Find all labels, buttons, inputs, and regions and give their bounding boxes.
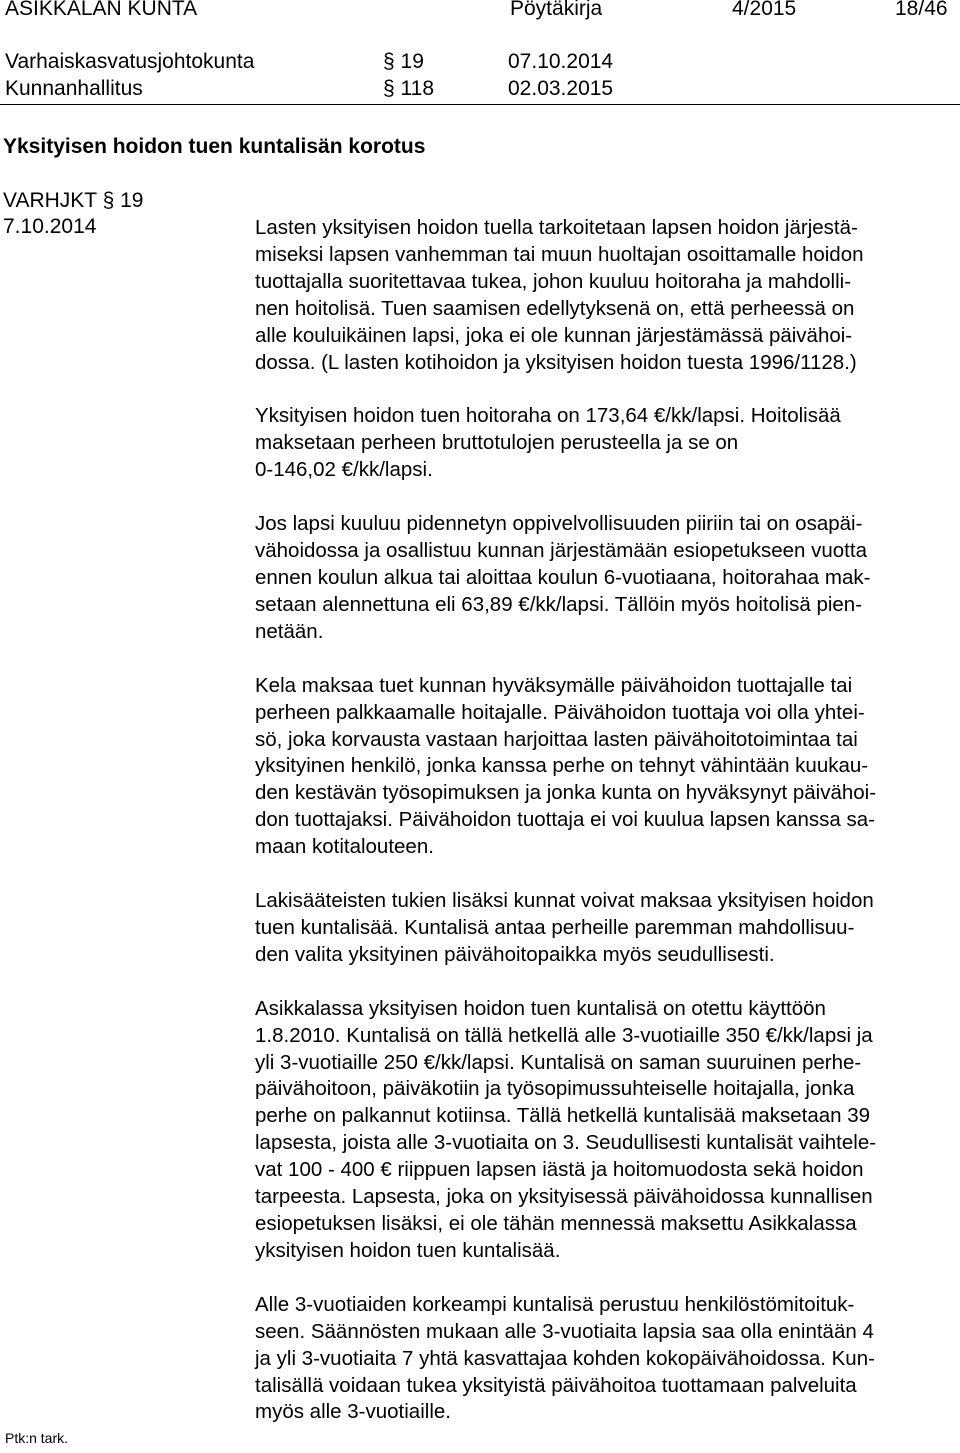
meta-body: Kunnanhallitus [5,77,143,100]
paragraph-line: 1.8.2010. Kuntalisä on tällä hetkellä alle 3-vuotiaille 350 €/kk/lapsi ja [255,1023,873,1047]
paragraph-line: Kela maksaa tuet kunnan hyväksymälle päivähoidon tuottajalle tai [255,673,853,697]
paragraph-line: talisällä voidaan tukea yksityistä päivähoitoa tuottamaan palveluita [255,1373,857,1397]
paragraph-line: tarpeesta. Lapsesta, joka on yksityisessä päivähoidossa kunnallisen [255,1185,873,1209]
paragraph-line: miseksi lapsen vanhemman tai muun huoltajan osoittamalle hoidon [255,242,864,266]
paragraph-line: dossa. (L lasten kotihoidon ja yksityisen hoidon tuesta 1996/1128.) [255,350,857,374]
document-body [255,215,955,1453]
meta-date: 07.10.2014 [508,50,614,73]
document-type: Pöytäkirja [510,0,603,20]
body-paragraph [255,1292,955,1427]
paragraph-line: Alle 3-vuotiaiden korkeampi kuntalisä perustuu henkilöstömitoituk- [255,1292,855,1316]
paragraph-line: nen hoitolisä. Tuen saamisen edellytyksenä on, että perheessä on [255,296,855,320]
meta-paragraph: § 19 [383,50,424,73]
municipality-name: ASIKKALAN KUNTA [5,0,198,20]
paragraph-line: netään. [255,619,324,643]
section-reference: VARHJKT § 19 [3,189,144,212]
meta-body: Varhaiskasvatusjohtokunta [5,50,255,73]
section-date: 7.10.2014 [3,215,97,238]
paragraph-line: päivähoitoon, päiväkotiin ja työsopimussuhteiselle hoitajalla, jonka [255,1077,855,1101]
paragraph-line: Asikkalassa yksityisen hoidon tuen kuntalisä on otettu käyttöön [255,996,826,1020]
paragraph-line: yksityinen henkilö, jonka kanssa perhe on tehnyt vähintään kuukau- [255,754,869,778]
paragraph-line: maan kotitalouteen. [255,835,434,859]
paragraph-line: don tuottajaksi. Päivähoidon tuottaja ei voi kuulua lapsen kanssa sa- [255,808,875,832]
paragraph-line: Yksityisen hoidon tuen hoitoraha on 173,64 €/kk/lapsi. Hoitolisää [255,404,841,428]
paragraph-line: sö, joka korvausta vastaan harjoittaa lasten päivähoitotoimintaa tai [255,727,858,751]
document-header [0,0,960,24]
body-paragraph [255,511,955,646]
paragraph-line: tuottajalla suoritettavaa tukea, johon kuuluu hoitoraha ja mahdolli- [255,269,852,293]
paragraph-line: esiopetuksen lisäksi, ei ole tähän mennessä maksettu Asikkalassa [255,1212,857,1235]
paragraph-line: myös alle 3-vuotiaille. [255,1400,451,1424]
paragraph-line: seen. Säännösten mukaan alle 3-vuotiaita lapsia saa olla enintään 4 [255,1319,874,1343]
paragraph-line: den kestävän työsopimuksen ja jonka kunta on hyväksynyt päivähoi- [255,781,877,805]
initials-label: Ptk:n tark. [5,1430,69,1446]
meta-date: 02.03.2015 [508,77,614,100]
paragraph-line: Lakisääteisten tukien lisäksi kunnat voivat maksaa yksityisen hoidon [255,889,874,913]
body-paragraph [255,403,955,484]
body-paragraph [255,996,955,1265]
paragraph-line: perhe on palkannut kotiinsa. Tällä hetkellä kuntalisää maksetaan 39 [255,1104,871,1128]
paragraph-line: tuen kuntalisää. Kuntalisä antaa perheille paremman mahdollisuu- [255,915,855,939]
paragraph-line: ja yli 3-vuotiaita 7 yhtä kasvattajaa kohden kokopäivähoidossa. Kun- [255,1346,875,1370]
paragraph-line: maksetaan perheen bruttotulojen perusteella ja se on [255,431,739,455]
paragraph-line: 0-146,02 €/kk/lapsi. [255,458,433,482]
paragraph-line: ennen koulun alkua tai aloittaa koulun 6-vuotiaana, hoitorahaa mak- [255,565,871,589]
paragraph-line: yli 3-vuotiaille 250 €/kk/lapsi. Kuntalisä on saman suuruinen perhe- [255,1050,862,1074]
paragraph-line: lapsesta, joista alle 3-vuotiaita on 3. Seudullisesti kuntalisät vaihtele- [255,1131,877,1155]
header-divider [0,104,960,105]
meta-paragraph: § 118 [383,77,434,100]
paragraph-line: den valita yksityinen päivähoitopaikka myös seudullisesti. [255,942,775,966]
paragraph-line: Jos lapsi kuuluu pidennetyn oppivelvollisuuden piiriin tai on osapäi- [255,512,863,536]
page-title: Yksityisen hoidon tuen kuntalisän korotus [3,135,426,158]
paragraph-line: Lasten yksityisen hoidon tuella tarkoitetaan lapsen hoidon järjestä- [255,216,858,239]
body-paragraph [255,673,955,861]
paragraph-line: setaan alennettuna eli 63,89 €/kk/lapsi. Tällöin myös hoitolisä pien- [255,592,863,616]
paragraph-line: yksityisen hoidon tuen kuntalisää. [255,1238,561,1262]
paragraph-line: vähoidossa ja osallistuu kunnan järjestämään esiopetukseen vuotta [255,539,867,563]
paragraph-line: perheen palkkaamalle hoitajalle. Päivähoidon tuottaja voi olla yhtei- [255,700,865,724]
paragraph-line: vat 100 - 400 € riippuen lapsen iästä ja hoitomuodosta sekä hoidon [255,1158,864,1182]
document-number: 4/2015 [732,0,797,20]
body-paragraph [255,888,955,969]
body-paragraph [255,215,955,376]
paragraph-line: alle kouluikäinen lapsi, joka ei ole kunnan järjestämässä päivähoi- [255,323,853,347]
page-number: 18/46 [895,0,948,20]
